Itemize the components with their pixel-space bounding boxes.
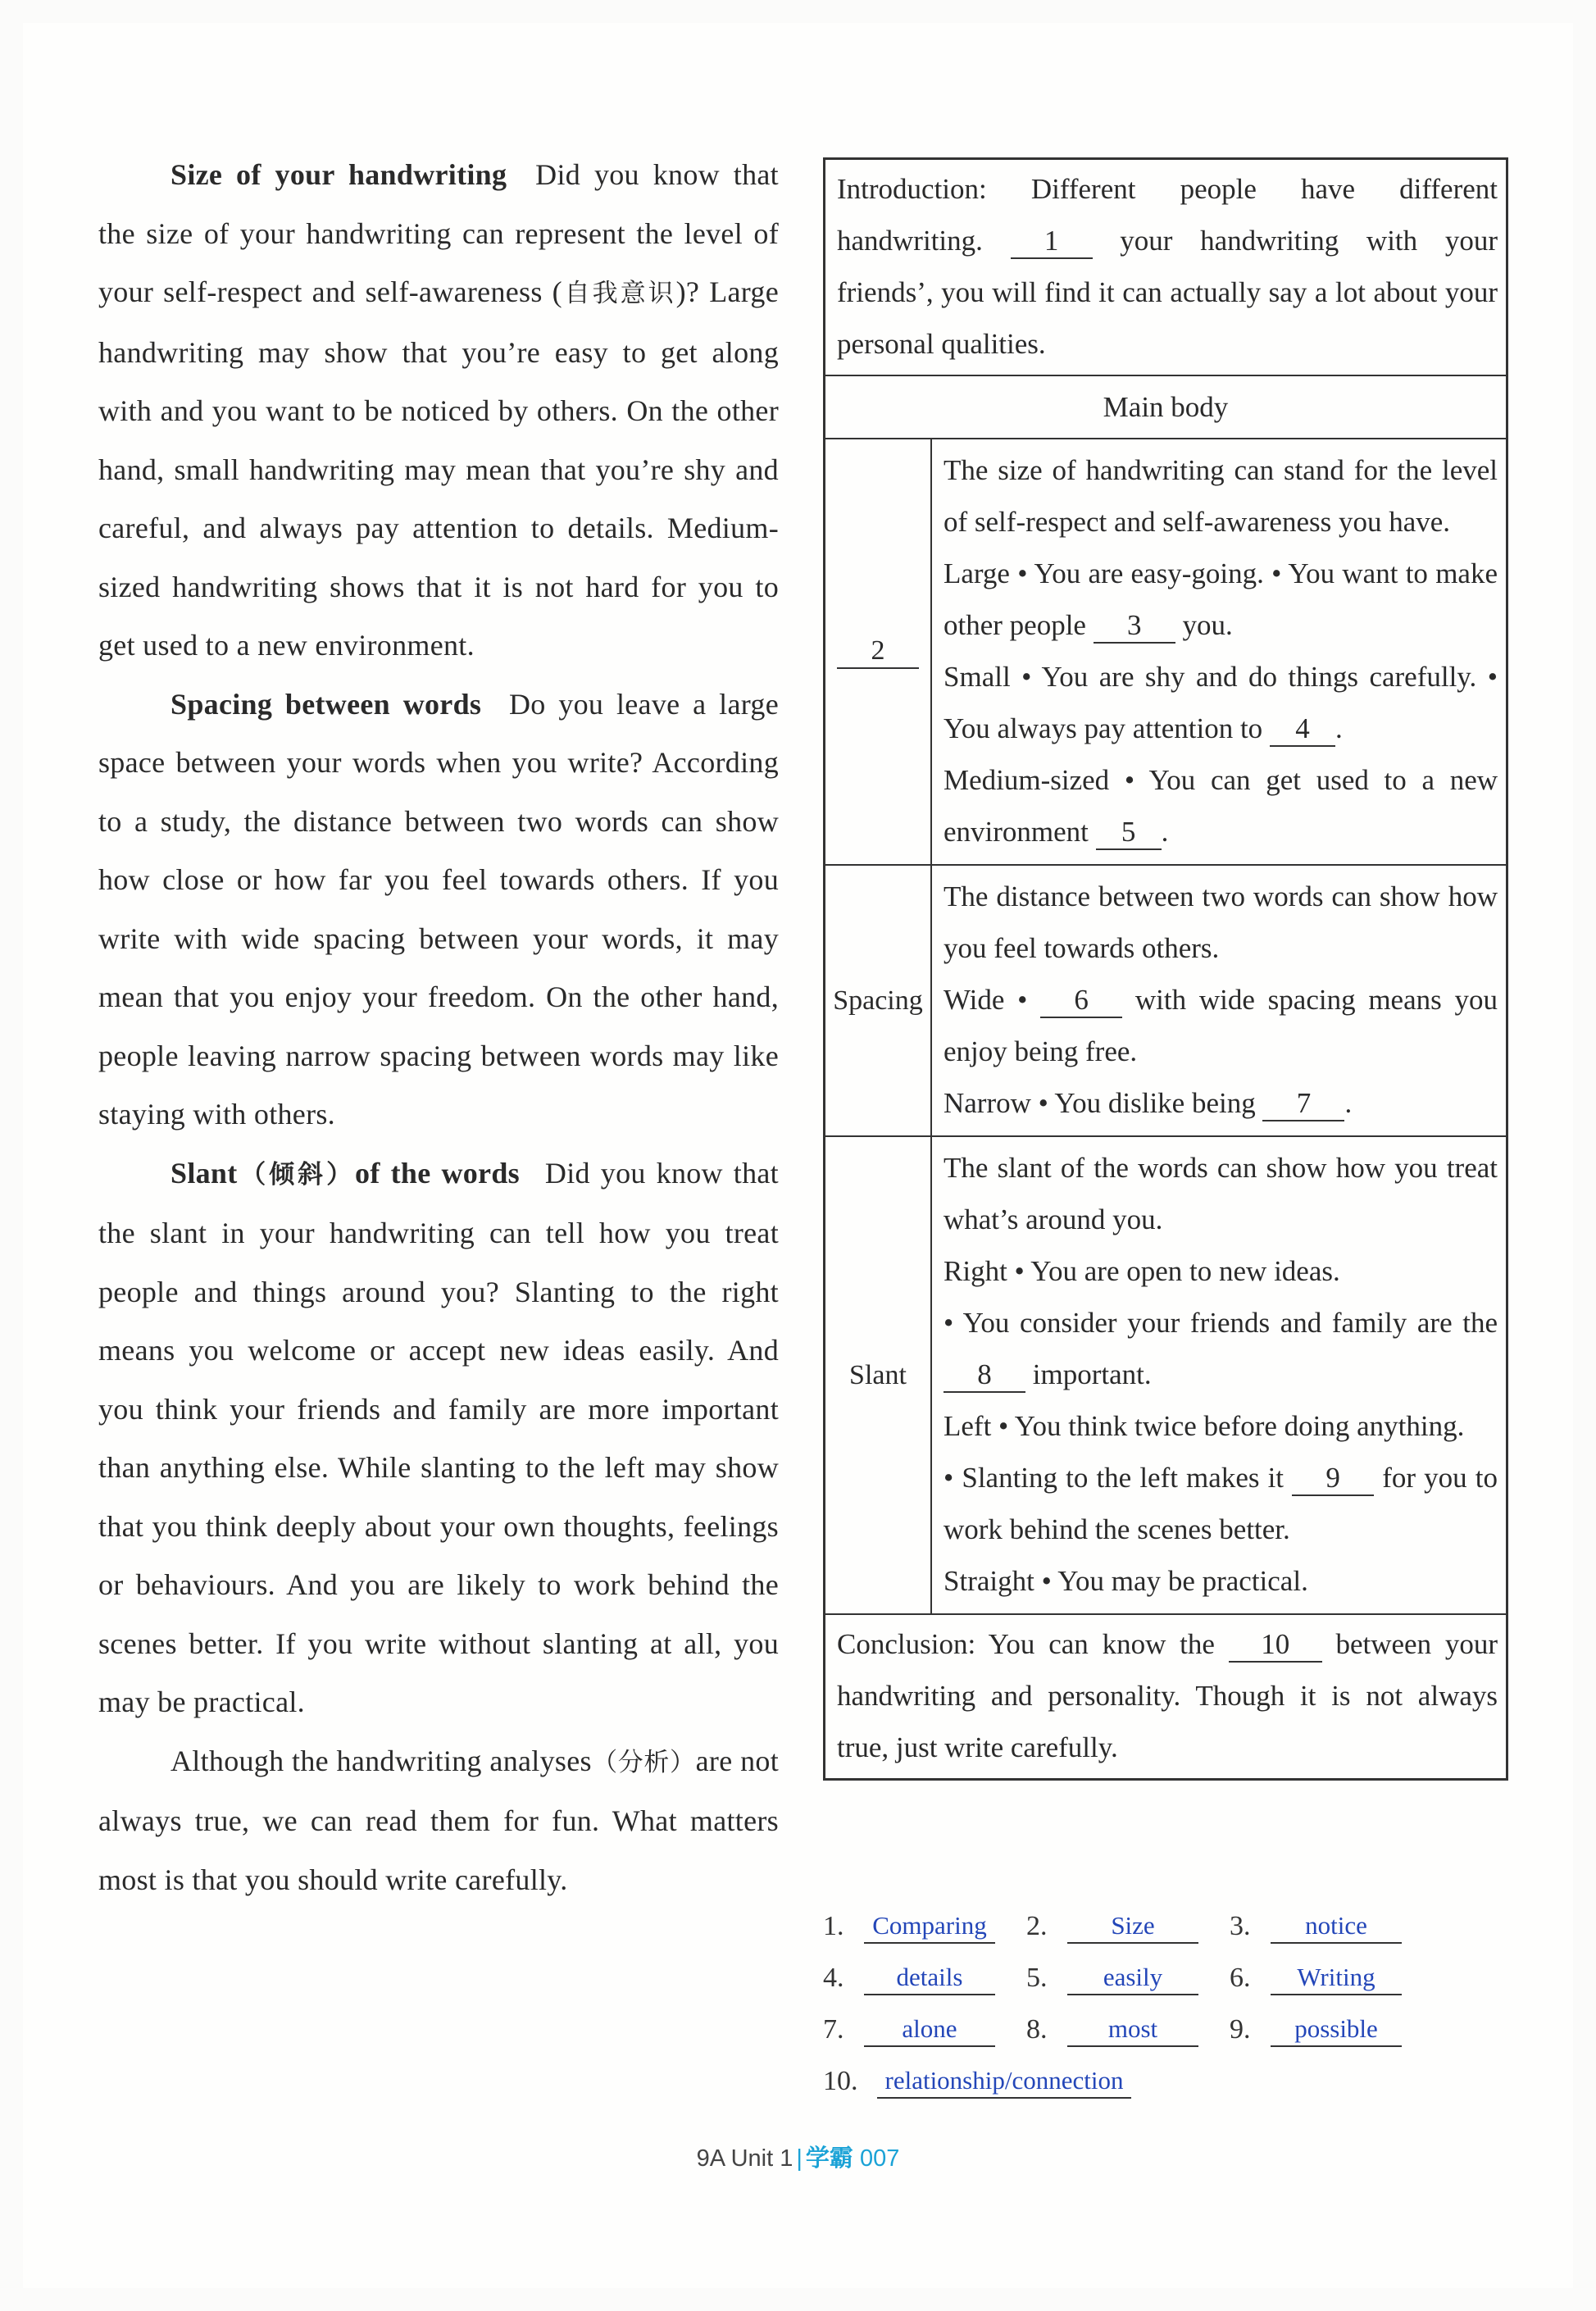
table-row-spacing (825, 864, 1506, 1135)
row-label-slant: Slant (825, 1137, 932, 1613)
answer-item: 9. possible (1230, 2013, 1433, 2047)
blank-4[interactable]: 4 (1270, 712, 1335, 747)
row-label-spacing: Spacing (825, 866, 932, 1135)
page-number: 007 (859, 2145, 900, 2172)
row-content-spacing: The distance between two words can show how you feel towards others. Wide • 6 with wide spacing means you enjoy being free. Narrow • You dislike being 7 . (932, 866, 1506, 1135)
heading-slant: Slant（倾斜）of the words (171, 1156, 520, 1190)
row-label-size (825, 439, 932, 864)
heading-spacing: Spacing between words (171, 687, 482, 721)
paragraph-conclusion: Although the handwriting analyses（分析）are not always true, we can read them for fun. What matters most is that you should write carefully. (98, 1744, 779, 1896)
table-conclusion: Conclusion: You can know the 10 between your handwriting and personality. Though it is not always true, just write carefully. (825, 1613, 1506, 1778)
blank-10[interactable]: 10 (1229, 1628, 1322, 1663)
table-main-body-header: Main body (825, 375, 1506, 438)
answer-item: 1. Comparing (823, 1909, 1026, 1944)
table-row-slant (825, 1135, 1506, 1613)
reading-passage (98, 146, 779, 1909)
answer-row (823, 2055, 1528, 2107)
row-content-slant: The slant of the words can show how you treat what’s around you. Right • You are open to new ideas. • You consider your friends and family are the 8 important. Left • You think twice before doing anything. • Slanting to the left makes it 9 for you to work behind the scenes better. Straight • You may be practical. (944, 1152, 1498, 1597)
paragraph-size: Size of your handwriting Did you know that the size of your handwriting can represent the level of your self-respect and self-awareness (自我意识)? Large handwriting may show that you’re easy to get along with and you want to be noticed by others. On the other hand, small handwriting may mean that you’re shy and careful, and always pay attention to details. Medium-sized handwriting shows that it is not hard for you to get used to a new environment. (98, 158, 779, 662)
blank-3[interactable]: 3 (1094, 609, 1175, 644)
blank-1[interactable]: 1 (1011, 225, 1093, 259)
answer-item: 5. easily (1026, 1961, 1230, 1995)
brand-logo: 学霸 (805, 2144, 853, 2172)
answer-item: 7. alone (823, 2013, 1026, 2047)
table-intro: Introduction: Different people have different handwriting. 1 your handwriting with your friends’, you will find it can actually say a lot about your personal qualities. (837, 173, 1498, 360)
blank-8[interactable]: 8 (944, 1358, 1025, 1393)
answer-item: 8. most (1026, 2013, 1230, 2047)
unit-label: 9A Unit 1 (696, 2145, 793, 2172)
answer-row (823, 2004, 1528, 2055)
paragraph-spacing: Spacing between words Do you leave a large space between your words when you write? According to a study, the distance between two words can show how close or how far you feel towards others. If you write with wide spacing between your words, it may mean that you enjoy your freedom. On the other hand, people leaving narrow spacing between words may like staying with others. (98, 687, 779, 1130)
blank-7[interactable]: 7 (1262, 1087, 1344, 1121)
blank-6[interactable]: 6 (1040, 984, 1122, 1018)
answer-item: 2. Size (1026, 1909, 1230, 1944)
paragraph-slant: Slant（倾斜）of the words Did you know that the slant in your handwriting can tell how you treat people and things around you? Slanting to the right means you welcome or accept new ideas easily. And you think your friends and family are more important than anything else. While slanting to the left may show that you think deeply about your own thoughts, feelings or behaviours. And you are likely to work behind the scenes better. If you write without slanting at all, you may be practical. (98, 1156, 779, 1718)
blank-5[interactable]: 5 (1096, 816, 1162, 850)
blank-9[interactable]: 9 (1292, 1462, 1374, 1496)
table-row-size (825, 438, 1506, 864)
blank-2[interactable]: 2 (837, 635, 919, 669)
answer-item: 10. relationship/connection (823, 2064, 1233, 2099)
answer-row (823, 1952, 1528, 2004)
answer-row (823, 1900, 1528, 1952)
answer-item: 4. details (823, 1961, 1026, 1995)
row-content-size: The size of handwriting can stand for the level of self-respect and self-awareness you have. Large • You are easy-going. • You want to make other people 3 you. Small • You are shy and do things carefully. • You always pay attention to 4 . Medium-sized • You can get used to a new environment 5 . (932, 439, 1506, 864)
answer-key (823, 1900, 1528, 2107)
answer-item: 3. notice (1230, 1909, 1433, 1944)
summary-table (823, 157, 1508, 1781)
answer-item: 6. Writing (1230, 1961, 1433, 1995)
heading-size: Size of your handwriting (171, 158, 507, 191)
page-footer: 9A Unit 1 | 学霸 007 (696, 2144, 900, 2172)
